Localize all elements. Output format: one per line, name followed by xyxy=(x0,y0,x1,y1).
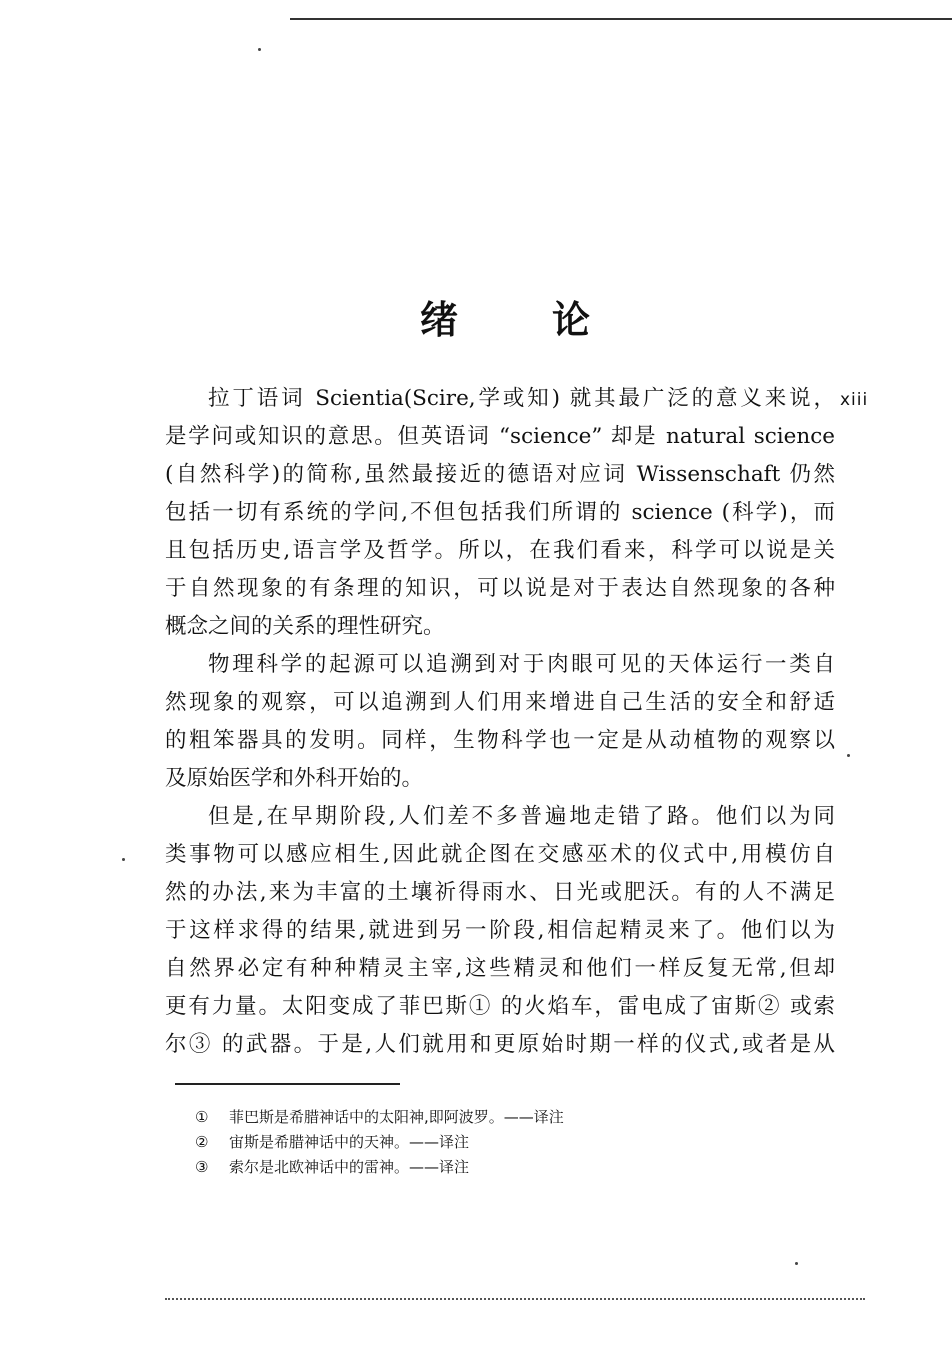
chapter-title xyxy=(420,292,590,348)
text-line: 类事物可以感应相生,因此就企图在交感巫术的仪式中,用模仿自 xyxy=(165,842,835,867)
text-line: 尔③ 的武器。于是,人们就用和更原始时期一样的仪式,或者是从 xyxy=(165,1032,835,1057)
chapter-title-char-1: 绪 xyxy=(420,297,459,342)
scan-speck xyxy=(122,858,125,861)
page-number: xiii xyxy=(840,390,869,410)
text-line: (自然科学)的简称,虽然最接近的德语对应词 Wissenschaft 仍然 xyxy=(165,462,835,487)
body-text xyxy=(165,380,835,1064)
text-line: 自然界必定有种种精灵主宰,这些精灵和他们一样反复无常,但却 xyxy=(165,956,835,981)
footnote xyxy=(195,1105,564,1130)
text-line: 及原始医学和外科开始的。 xyxy=(165,766,424,791)
scan-speck xyxy=(847,754,850,757)
footnote-text: 菲巴斯是希腊神话中的太阳神,即阿波罗。——译注 xyxy=(229,1108,564,1126)
text-line: 拉丁语词 Scientia(Scire,学或知) 就其最广泛的意义来说， xyxy=(208,386,835,411)
text-line: 于这样求得的结果,就进到另一阶段,相信起精灵来了。他们以为 xyxy=(165,918,835,943)
text-line: 更有力量。太阳变成了菲巴斯① 的火焰车，雷电成了宙斯② 或索 xyxy=(165,994,835,1019)
text-line: 于自然现象的有条理的知识，可以说是对于表达自然现象的各种 xyxy=(165,576,835,601)
footnote xyxy=(195,1130,564,1155)
text-line: 的粗笨器具的发明。同样，生物科学也一定是从动植物的观察以 xyxy=(165,728,835,753)
footnote-text: 索尔是北欧神话中的雷神。——译注 xyxy=(229,1158,470,1176)
text-line: 包括一切有系统的学问,不但包括我们所谓的 science (科学)，而 xyxy=(165,500,835,525)
top-rule xyxy=(290,18,952,20)
footnote xyxy=(195,1155,564,1180)
text-line: 但是,在早期阶段,人们差不多普遍地走错了路。他们以为同 xyxy=(208,804,835,829)
text-line: 是学问或知识的意思。但英语词 “science” 却是 natural science xyxy=(165,424,835,449)
scan-speck xyxy=(258,48,261,51)
text-line: 概念之间的关系的理性研究。 xyxy=(165,614,445,639)
footnote-text: 宙斯是希腊神话中的天神。——译注 xyxy=(229,1133,470,1151)
text-line: 然现象的观察，可以追溯到人们用来增进自己生活的安全和舒适 xyxy=(165,690,835,715)
text-line: 且包括历史,语言学及哲学。所以，在我们看来，科学可以说是关 xyxy=(165,538,835,563)
scan-speck xyxy=(795,1262,798,1265)
footnote-mark: ① xyxy=(195,1108,209,1126)
chapter-title-char-2: 论 xyxy=(551,297,590,342)
footnote-mark: ③ xyxy=(195,1158,209,1176)
bottom-scan-edge xyxy=(165,1298,865,1300)
text-line: 物理科学的起源可以追溯到对于肉眼可见的天体运行一类自 xyxy=(208,652,835,677)
text-line: 然的办法,来为丰富的土壤祈得雨水、日光或肥沃。有的人不满足 xyxy=(165,880,835,905)
footnote-mark: ② xyxy=(195,1133,209,1151)
footnote-rule xyxy=(175,1083,400,1085)
footnotes xyxy=(195,1105,564,1180)
